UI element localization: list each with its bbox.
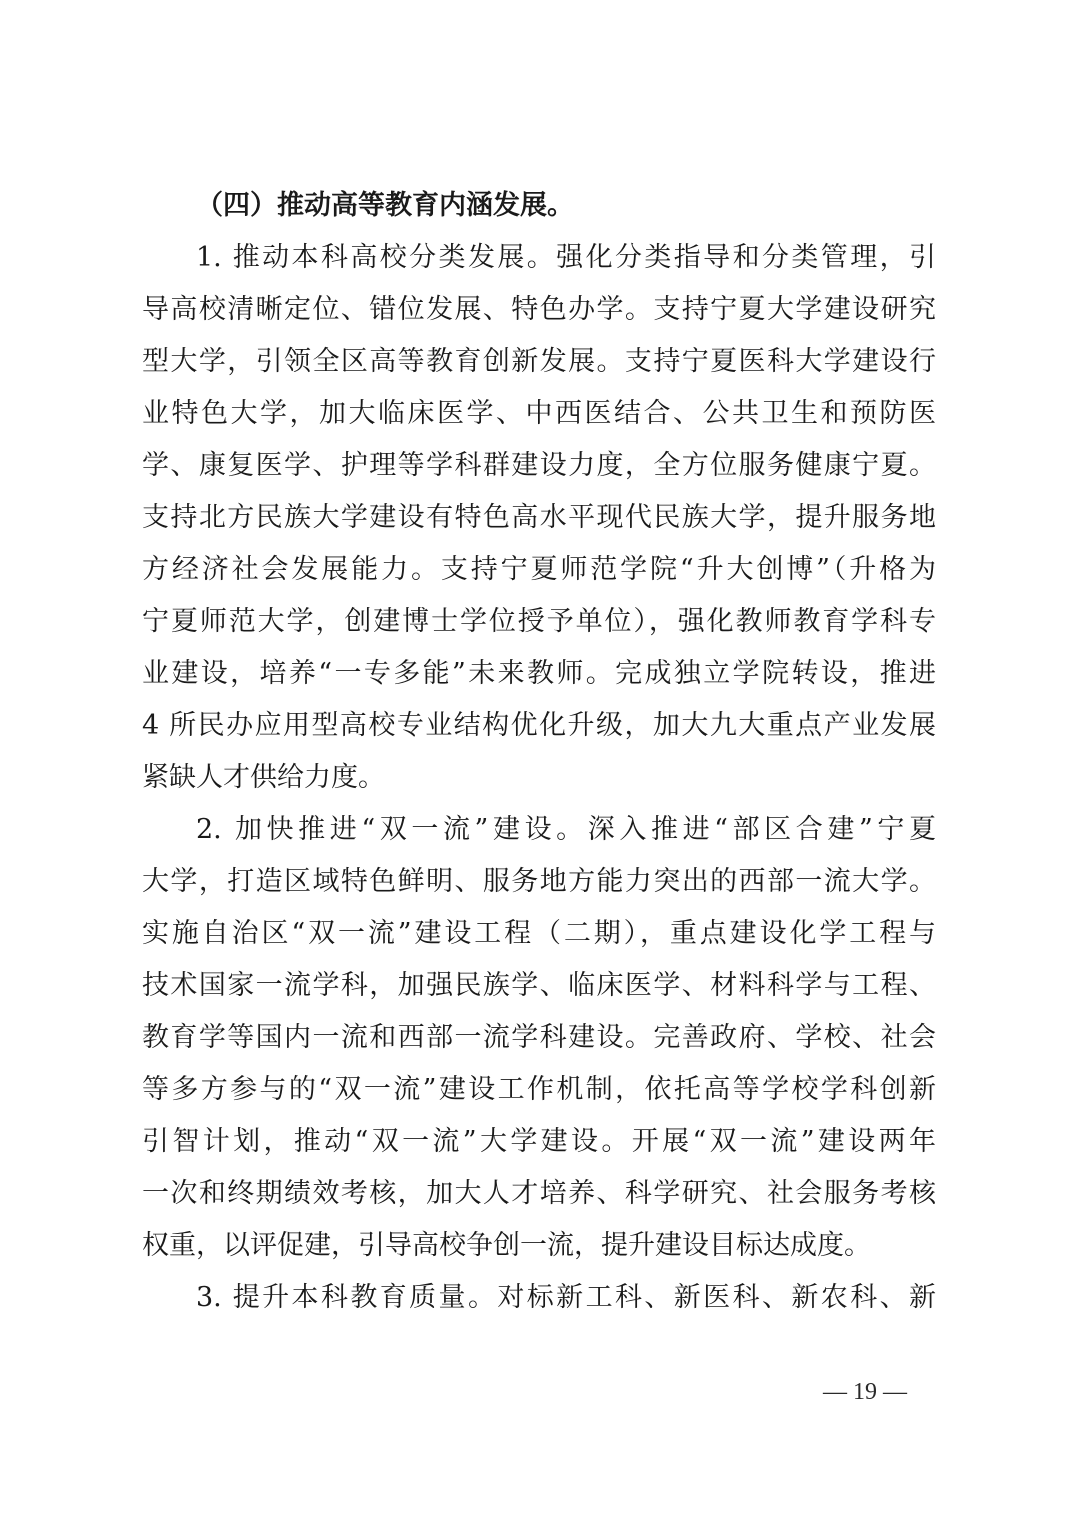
- paragraph-line: 实施自治区“双一流”建设工程（二期），重点建设化学工程与: [142, 918, 936, 949]
- section-heading: （四）推动高等教育内涵发展。: [196, 190, 574, 221]
- paragraph-line: 宁夏师范大学，创建博士学位授予单位），强化教师教育学科专: [142, 606, 936, 637]
- paragraph-line: 4 所民办应用型高校专业结构优化升级，加大九大重点产业发展: [142, 710, 936, 741]
- paragraph-line: 技术国家一流学科，加强民族学、临床医学、材料科学与工程、: [142, 970, 936, 1001]
- paragraph-line: 2. 加快推进“双一流”建设。深入推进“部区合建”宁夏: [196, 814, 936, 845]
- paragraph-line: 引智计划，推动“双一流”大学建设。开展“双一流”建设两年: [142, 1126, 936, 1157]
- paragraph-line: 导高校清晰定位、错位发展、特色办学。支持宁夏大学建设研究: [142, 294, 936, 325]
- paragraph-line: 等多方参与的“双一流”建设工作机制，依托高等学校学科创新: [142, 1074, 936, 1105]
- paragraph-line: 方经济社会发展能力。支持宁夏师范学院“升大创博”（升格为: [142, 554, 936, 585]
- paragraph-line: 型大学，引领全区高等教育创新发展。支持宁夏医科大学建设行: [142, 346, 936, 377]
- paragraph-line: 一次和终期绩效考核，加大人才培养、科学研究、社会服务考核: [142, 1178, 936, 1209]
- paragraph-line: 学、康复医学、护理等学科群建设力度，全方位服务健康宁夏。: [142, 450, 936, 481]
- paragraph-line: 3. 提升本科教育质量。对标新工科、新医科、新农科、新: [196, 1282, 936, 1313]
- page-number: — 19 —: [823, 1379, 907, 1405]
- paragraph-line: 紧缺人才供给力度。: [142, 762, 385, 793]
- paragraph-line: 大学，打造区域特色鲜明、服务地方能力突出的西部一流大学。: [142, 866, 936, 897]
- paragraph-line: 权重，以评促建，引导高校争创一流，提升建设目标达成度。: [142, 1230, 871, 1261]
- paragraph-line: 业特色大学，加大临床医学、中西医结合、公共卫生和预防医: [142, 398, 936, 429]
- paragraph-line: 支持北方民族大学建设有特色高水平现代民族大学，提升服务地: [142, 502, 936, 533]
- paragraph-line: 教育学等国内一流和西部一流学科建设。完善政府、学校、社会: [142, 1022, 936, 1053]
- paragraph-line: 业建设，培养“一专多能”未来教师。完成独立学院转设，推进: [142, 658, 936, 689]
- paragraph-line: 1. 推动本科高校分类发展。强化分类指导和分类管理，引: [196, 242, 936, 273]
